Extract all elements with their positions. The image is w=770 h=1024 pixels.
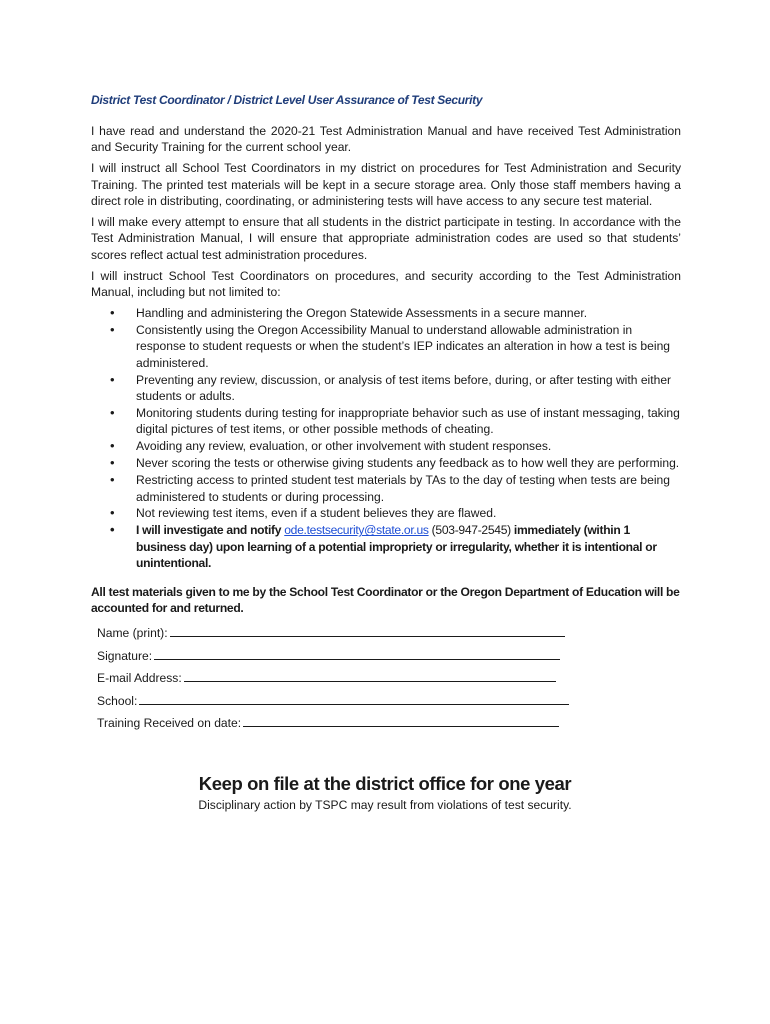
- training-date-field: [97, 712, 681, 735]
- email-field-blank[interactable]: [184, 668, 556, 682]
- list-item-investigate-notify: [136, 522, 681, 571]
- paragraph-manual-read: I have read and understand the 2020-21 Test Administration Manual and have received Test Administration and Security Training for the current school year.: [91, 124, 681, 155]
- list-item: • Restricting access to printed student test materials by TAs to the day of testing when tests are being administered to students or during processing.: [136, 472, 681, 505]
- keep-on-file-heading: Keep on file at the district office for one year: [198, 773, 572, 794]
- accountability-note: All test materials given to me by the School Test Coordinator or the Oregon Department of Education will be accounted for and returned.: [91, 584, 680, 615]
- list-item: • Consistently using the Oregon Accessibility Manual to understand allowable administration in response to student requests or when the student’s IEP indicates an alteration in how a test is being administered.: [136, 322, 681, 371]
- signature-field-label: Signature:: [97, 648, 153, 663]
- security-email-link[interactable]: ode.testsecurity@state.or.us: [284, 523, 429, 538]
- document-body: [91, 123, 681, 735]
- list-item: • Not reviewing test items, even if a student believes they are flawed.: [136, 505, 681, 521]
- school-field: [97, 690, 681, 713]
- list-item: • Preventing any review, discussion, or analysis of test items before, during, or after testing with either students or adults.: [136, 372, 681, 405]
- email-field-label: E-mail Address:: [97, 671, 182, 686]
- training-date-field-blank[interactable]: [243, 713, 559, 727]
- signature-field: [97, 645, 681, 668]
- email-field: [97, 667, 681, 690]
- list-item: • Monitoring students during testing for inappropriate behavior such as use of instant messaging, taking digital pictures of test items, or other possible methods of cheating.: [136, 405, 681, 438]
- paragraph-instruct-coordinators: I will instruct all School Test Coordinators in my district on procedures for Test Administration and Security Training. The printed test materials will be kept in a secure storage area. Only those staff members having a direct role in distributing, coordinating, or administering tests will have access to any secure test material.: [91, 161, 681, 209]
- name-field: [97, 622, 681, 645]
- name-field-label: Name (print):: [97, 626, 168, 641]
- paragraph-procedures-intro: I will instruct School Test Coordinators on procedures, and security according to the Test Administration Manual, including but not limited to:: [91, 268, 681, 300]
- list-item: • Avoiding any review, evaluation, or other involvement with student responses.: [136, 438, 681, 454]
- list-item: • Never scoring the tests or otherwise giving students any feedback as to how well they are performing.: [136, 455, 681, 471]
- paragraph-participation: I will make every attempt to ensure that all students in the district participate in testing. In accordance with the Test Administration Manual, I will ensure that appropriate administration codes are used so that students’ scores reflect actual test administration procedures.: [91, 215, 681, 262]
- notify-rest-text: immediately (within 1 business day) upon learning of a potential impropriety or irregularity, whether it is intentional or unintentional.: [136, 523, 657, 571]
- school-field-blank[interactable]: [139, 691, 569, 705]
- signature-fields: [97, 622, 681, 735]
- school-field-label: School:: [97, 693, 138, 708]
- security-rules-list: [91, 305, 681, 572]
- list-item: • Handling and administering the Oregon Statewide Assessments in a secure manner.: [136, 305, 681, 321]
- disciplinary-note: Disciplinary action by TSPC may result from violations of test security.: [198, 798, 572, 812]
- notify-lead-text: I will investigate and notify: [136, 523, 285, 538]
- security-phone-number: (503-947-2545): [428, 523, 514, 538]
- name-field-blank[interactable]: [170, 623, 565, 637]
- document-title: District Test Coordinator / District Level User Assurance of Test Security: [91, 93, 483, 107]
- training-date-field-label: Training Received on date:: [97, 716, 242, 731]
- signature-field-blank[interactable]: [154, 646, 560, 660]
